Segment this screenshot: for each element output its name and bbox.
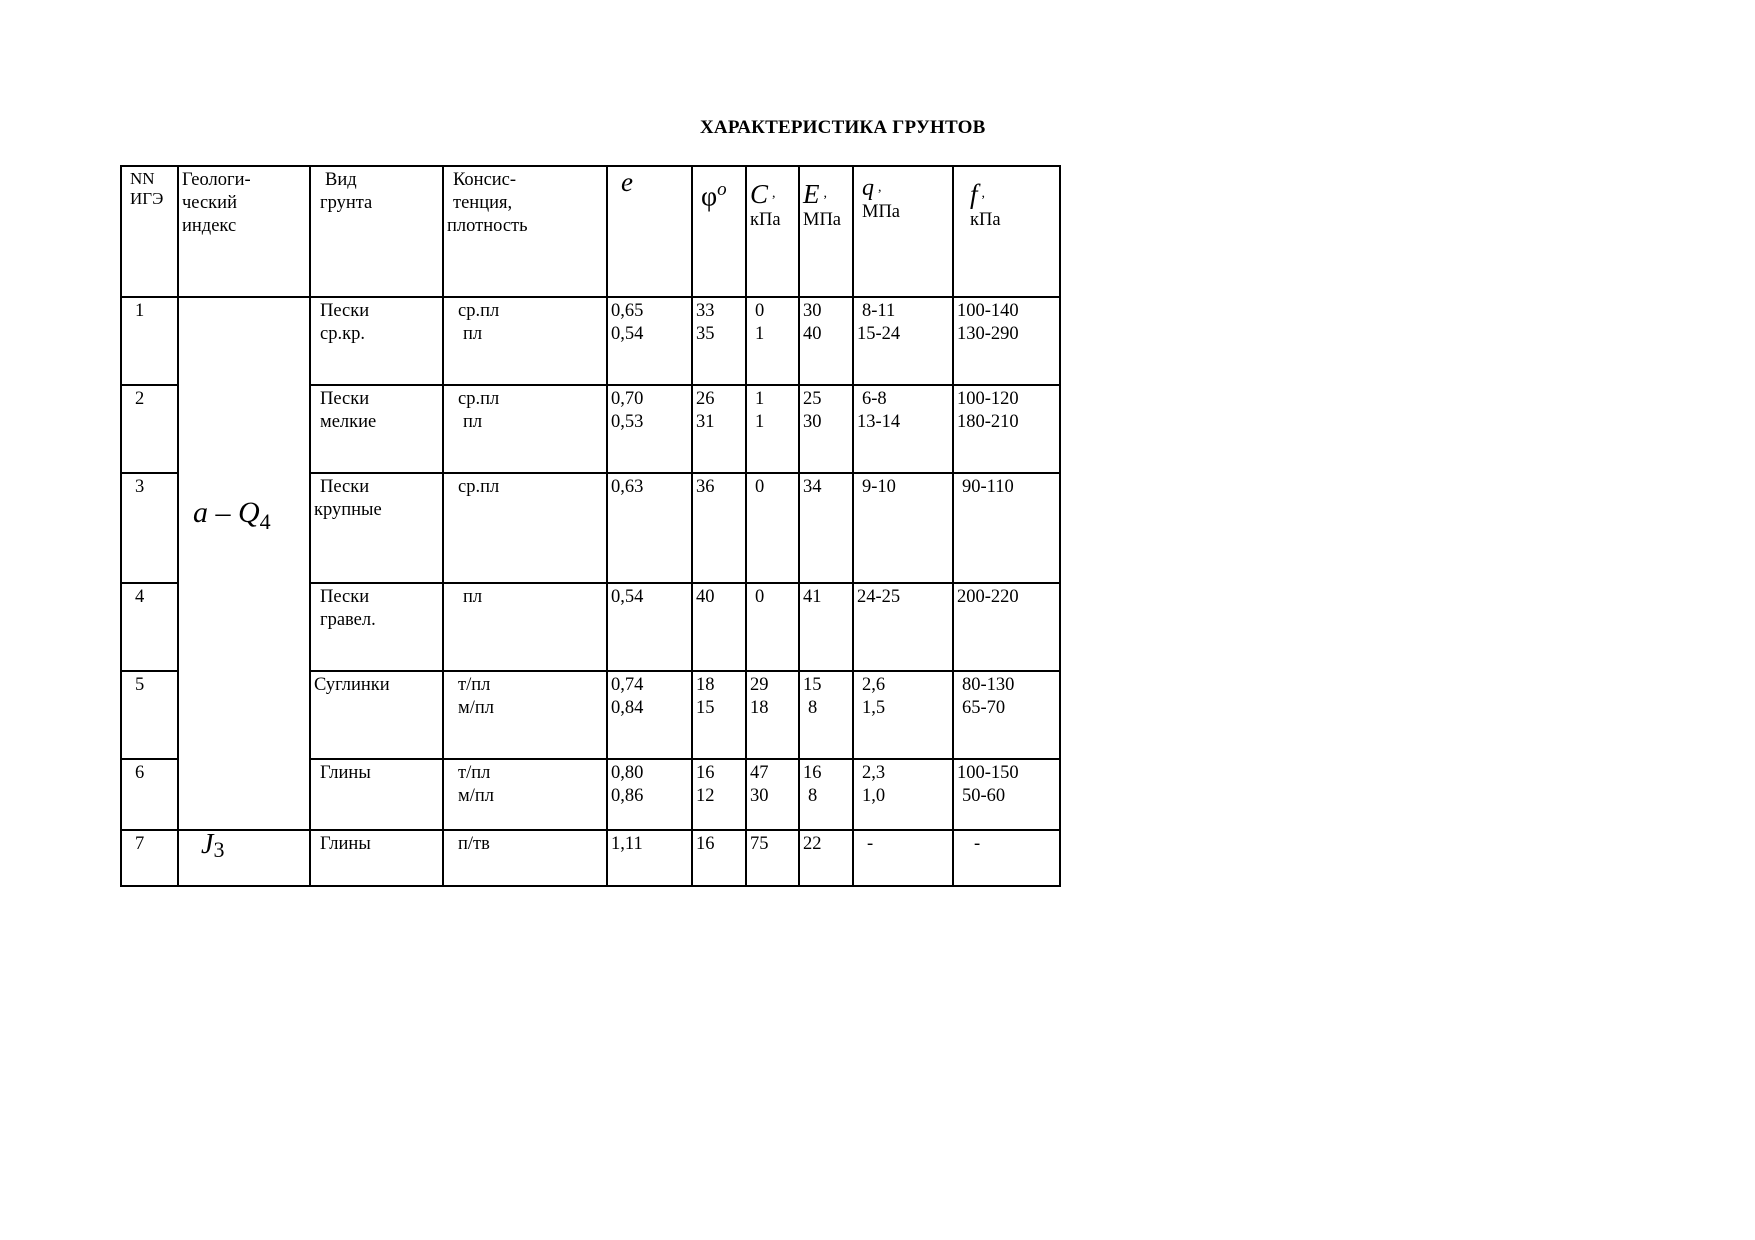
friction-angle: 40 — [692, 583, 746, 671]
document-title: ХАРАКТЕРИСТИКА ГРУНТОВ — [700, 117, 986, 138]
sleeve-friction: 80-130 65-70 — [953, 671, 1060, 759]
header-void-ratio: e — [607, 166, 692, 297]
cone-resistance: 2,3 1,0 — [853, 759, 953, 830]
modulus: 25 30 — [799, 385, 853, 473]
table-header-row — [121, 166, 1060, 297]
modulus: 41 — [799, 583, 853, 671]
soil-type: Глины — [310, 830, 443, 886]
geo-index-j3: J3 — [201, 830, 225, 862]
sleeve-friction: 200-220 — [953, 583, 1060, 671]
soil-type: Пески крупные — [310, 473, 443, 583]
modulus: 22 — [799, 830, 853, 886]
friction-angle: 16 12 — [692, 759, 746, 830]
consistency: ср.пл пл — [443, 297, 607, 385]
soil-type: Глины — [310, 759, 443, 830]
modulus: 15 8 — [799, 671, 853, 759]
cone-resistance: 24-25 — [853, 583, 953, 671]
cone-resistance: 9-10 — [853, 473, 953, 583]
cone-resistance: - — [853, 830, 953, 886]
geo-index-a-q4: a – $Q_4$ — [193, 496, 271, 534]
void-ratio: 0,80 0,86 — [607, 759, 692, 830]
friction-angle: 26 31 — [692, 385, 746, 473]
soil-characteristics-table — [120, 165, 1061, 887]
soil-type: Пески гравел. — [310, 583, 443, 671]
soil-type: Пески мелкие — [310, 385, 443, 473]
header-consistency: Консис- тенция, плотность — [443, 166, 607, 297]
row-number: 6 — [121, 759, 178, 830]
friction-angle: 36 — [692, 473, 746, 583]
row-number: 7 — [121, 830, 178, 886]
sleeve-friction: 100-120 180-210 — [953, 385, 1060, 473]
table-row — [121, 830, 1060, 886]
header-geo-index: Геологи- ческий индекс — [178, 166, 310, 297]
void-ratio: 1,11 — [607, 830, 692, 886]
void-ratio: 0,65 0,54 — [607, 297, 692, 385]
friction-angle: 18 15 — [692, 671, 746, 759]
cohesion: 0 1 — [746, 297, 799, 385]
cohesion: 47 30 — [746, 759, 799, 830]
header-cone-resistance: q , МПа — [853, 166, 953, 297]
row-number: 3 — [121, 473, 178, 583]
header-nn: NN ИГЭ — [121, 166, 178, 297]
consistency: п/тв — [443, 830, 607, 886]
modulus: 30 40 — [799, 297, 853, 385]
friction-angle: 33 35 — [692, 297, 746, 385]
header-soil-type: Вид грунта — [310, 166, 443, 297]
consistency: ср.пл пл — [443, 385, 607, 473]
void-ratio: 0,63 — [607, 473, 692, 583]
cone-resistance: 6-8 13-14 — [853, 385, 953, 473]
cohesion: 75 — [746, 830, 799, 886]
sleeve-friction: 90-110 — [953, 473, 1060, 583]
row-number: 2 — [121, 385, 178, 473]
geo-index-cell — [178, 830, 310, 886]
header-friction-angle: $\varphi^o$ — [692, 166, 746, 297]
void-ratio: 0,70 0,53 — [607, 385, 692, 473]
header-modulus: E , МПа — [799, 166, 853, 297]
friction-angle: 16 — [692, 830, 746, 886]
cohesion: 1 1 — [746, 385, 799, 473]
row-number: 4 — [121, 583, 178, 671]
cohesion: 0 — [746, 583, 799, 671]
modulus: 34 — [799, 473, 853, 583]
soil-type: Суглинки — [310, 671, 443, 759]
cohesion: 29 18 — [746, 671, 799, 759]
consistency: т/пл м/пл — [443, 759, 607, 830]
consistency: т/пл м/пл — [443, 671, 607, 759]
consistency: пл — [443, 583, 607, 671]
table-row — [121, 297, 1060, 385]
header-sleeve-friction: f , кПа — [953, 166, 1060, 297]
geo-index-cell — [178, 297, 310, 830]
soil-type: Пески ср.кр. — [310, 297, 443, 385]
cone-resistance: 8-11 15-24 — [853, 297, 953, 385]
void-ratio: 0,74 0,84 — [607, 671, 692, 759]
sleeve-friction: - — [953, 830, 1060, 886]
modulus: 16 8 — [799, 759, 853, 830]
consistency: ср.пл — [443, 473, 607, 583]
header-cohesion: C , кПа — [746, 166, 799, 297]
cohesion: 0 — [746, 473, 799, 583]
sleeve-friction: 100-150 50-60 — [953, 759, 1060, 830]
void-ratio: 0,54 — [607, 583, 692, 671]
row-number: 5 — [121, 671, 178, 759]
cone-resistance: 2,6 1,5 — [853, 671, 953, 759]
sleeve-friction: 100-140 130-290 — [953, 297, 1060, 385]
row-number: 1 — [121, 297, 178, 385]
